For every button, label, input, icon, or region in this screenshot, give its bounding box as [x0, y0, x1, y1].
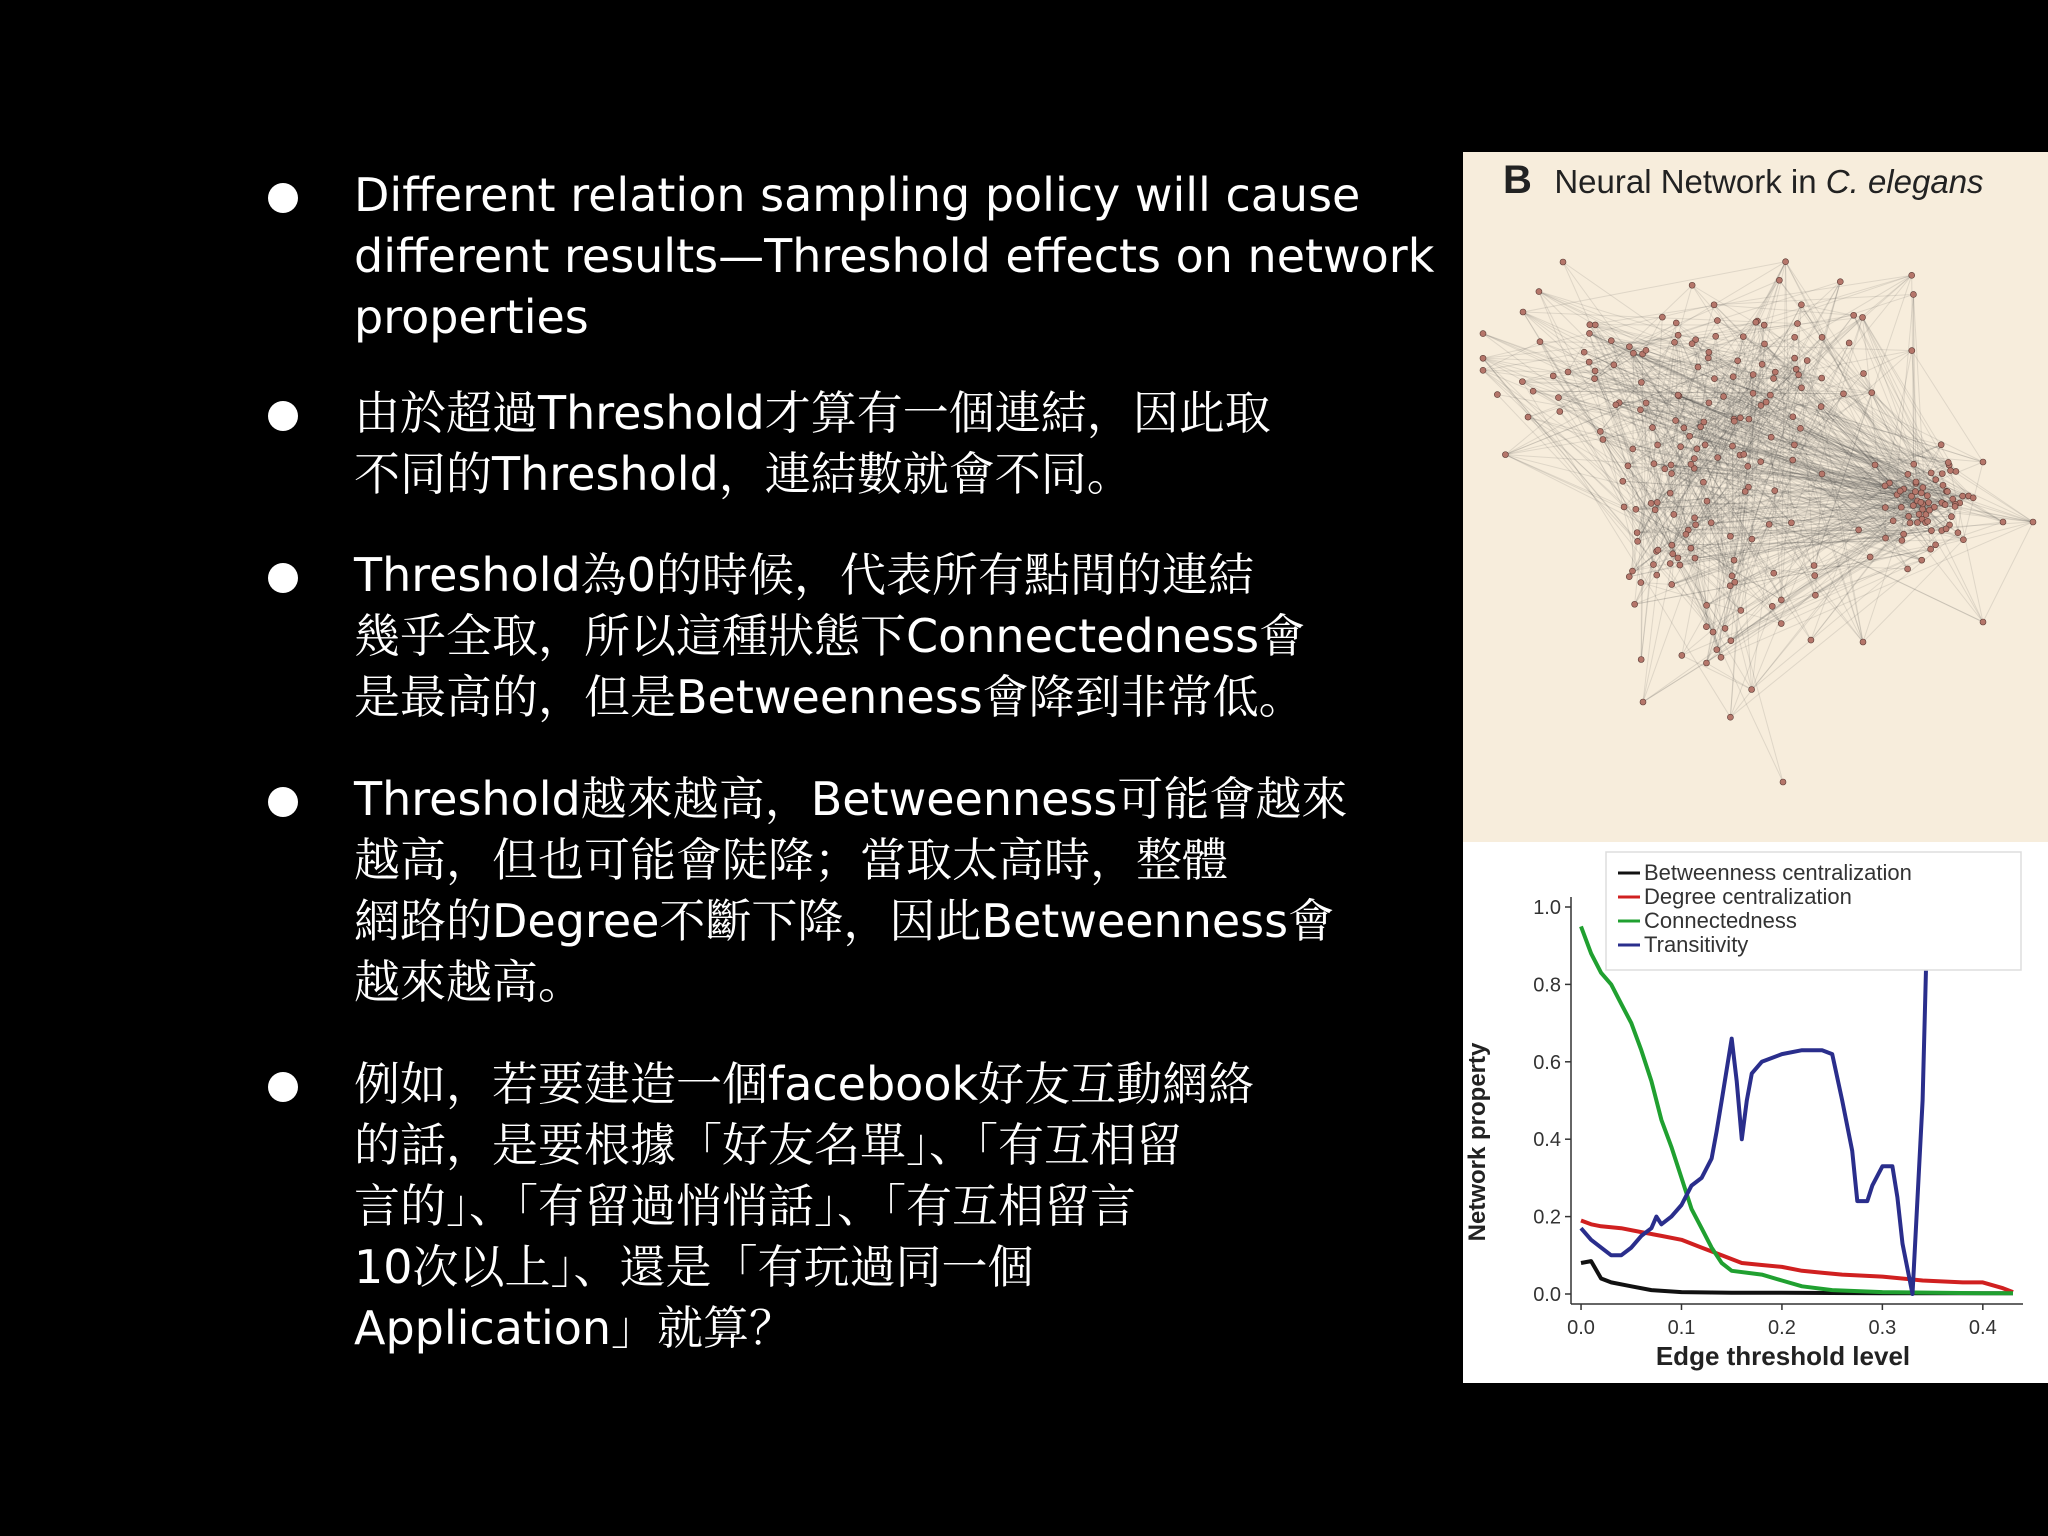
figure-title: [1554, 163, 1983, 200]
figure-title-plain: Neural Network in: [1554, 163, 1826, 200]
figure-header: [1503, 158, 1984, 203]
bullet-3-line-3: 是最高的，但是Betweenness會降到非常低。: [354, 670, 1305, 724]
legend-label: Connectedness: [1644, 908, 1797, 933]
bullet-2-line-1: 由於超過Threshold才算有一個連結，因此取: [354, 386, 1271, 440]
bullet-4-line-2: 越高，但也可能會陡降；當取太高時，整體: [354, 833, 1228, 887]
bullet-1: [262, 165, 1434, 348]
x-tick-label: 0.0: [1567, 1317, 1595, 1339]
x-tick-label: 0.1: [1667, 1317, 1696, 1339]
bullet-dot-icon: [268, 563, 298, 593]
bullet-1-text: [354, 165, 1434, 348]
bullet-dot-icon: [268, 183, 298, 213]
bullet-5-text: [354, 1054, 1254, 1359]
figure-panel: [1463, 152, 2048, 1383]
y-tick-label: 0.4: [1533, 1129, 1561, 1152]
x-tick-label: 0.4: [1968, 1317, 1997, 1339]
bullet-5-line-2: 的話，是要根據「好友名單」、「有互相留: [354, 1118, 1182, 1172]
y-tick-label: 0.2: [1533, 1206, 1561, 1229]
bullet-4-line-4: 越來越高。: [354, 955, 584, 1009]
bullet-3-text: [354, 545, 1305, 728]
figure-title-italic: C. elegans: [1825, 163, 1984, 200]
legend-label: Degree centralization: [1644, 884, 1852, 909]
bullet-5-line-5: Application」就算？: [354, 1301, 796, 1355]
bullet-5-line-1: 例如，若要建造一個facebook好友互動網絡: [354, 1057, 1255, 1111]
x-tick-label: 0.3: [1868, 1317, 1897, 1339]
chart-legend: [1606, 852, 2021, 970]
bullet-3: [262, 545, 1305, 728]
bullet-dot-icon: [268, 401, 298, 431]
series-line-betweenness-centralization: [1581, 1261, 2013, 1293]
network-graph-image: [1463, 222, 2048, 842]
bullet-2-text: [354, 383, 1271, 505]
y-tick-label: 1.0: [1533, 897, 1561, 919]
legend-label: Transitivity: [1644, 932, 1749, 957]
legend-label: Betweenness centralization: [1644, 860, 1912, 885]
bullet-3-line-1: Threshold為0的時候，代表所有點間的連結: [354, 548, 1254, 602]
bullet-3-line-2: 幾乎全取，所以這種狀態下Connectedness會: [354, 609, 1306, 663]
bullet-dot-icon: [268, 1072, 298, 1102]
panel-letter: B: [1503, 158, 1532, 202]
x-axis-label: Edge threshold level: [1655, 1341, 1911, 1371]
bullet-2-line-2: 不同的Threshold，連結數就會不同。: [354, 447, 1133, 501]
bullet-1-line-3: properties: [354, 290, 589, 344]
bullet-5-line-4: 10次以上」、還是「有玩過同一個: [354, 1240, 1034, 1294]
bullet-4-text: [354, 769, 1347, 1013]
bullet-5: [262, 1054, 1254, 1359]
bullet-1-line-2: different results—Threshold effects on network: [354, 229, 1435, 283]
series-line-connectedness: [1581, 926, 2013, 1293]
bullet-1-line-1: Different relation sampling policy will cause: [354, 168, 1361, 222]
threshold-line-chart: [1463, 842, 2048, 1383]
y-tick-label: 0.6: [1533, 1051, 1561, 1074]
bullet-4-line-1: Threshold越來越高，Betweenness可能會越來: [354, 772, 1348, 826]
y-tick-label: 0.0: [1533, 1284, 1561, 1306]
y-axis-label: Network property: [1464, 1042, 1491, 1242]
x-tick-label: 0.2: [1768, 1317, 1796, 1339]
bullet-4-line-3: 網路的Degree不斷下降，因此Betweenness會: [354, 894, 1335, 948]
bullet-5-line-3: 言的」、「有留過悄悄話」、「有互相留言: [354, 1179, 1136, 1233]
bullet-dot-icon: [268, 787, 298, 817]
bullet-2: [262, 383, 1271, 505]
y-tick-label: 0.8: [1533, 974, 1561, 997]
bullet-4: [262, 769, 1347, 1013]
